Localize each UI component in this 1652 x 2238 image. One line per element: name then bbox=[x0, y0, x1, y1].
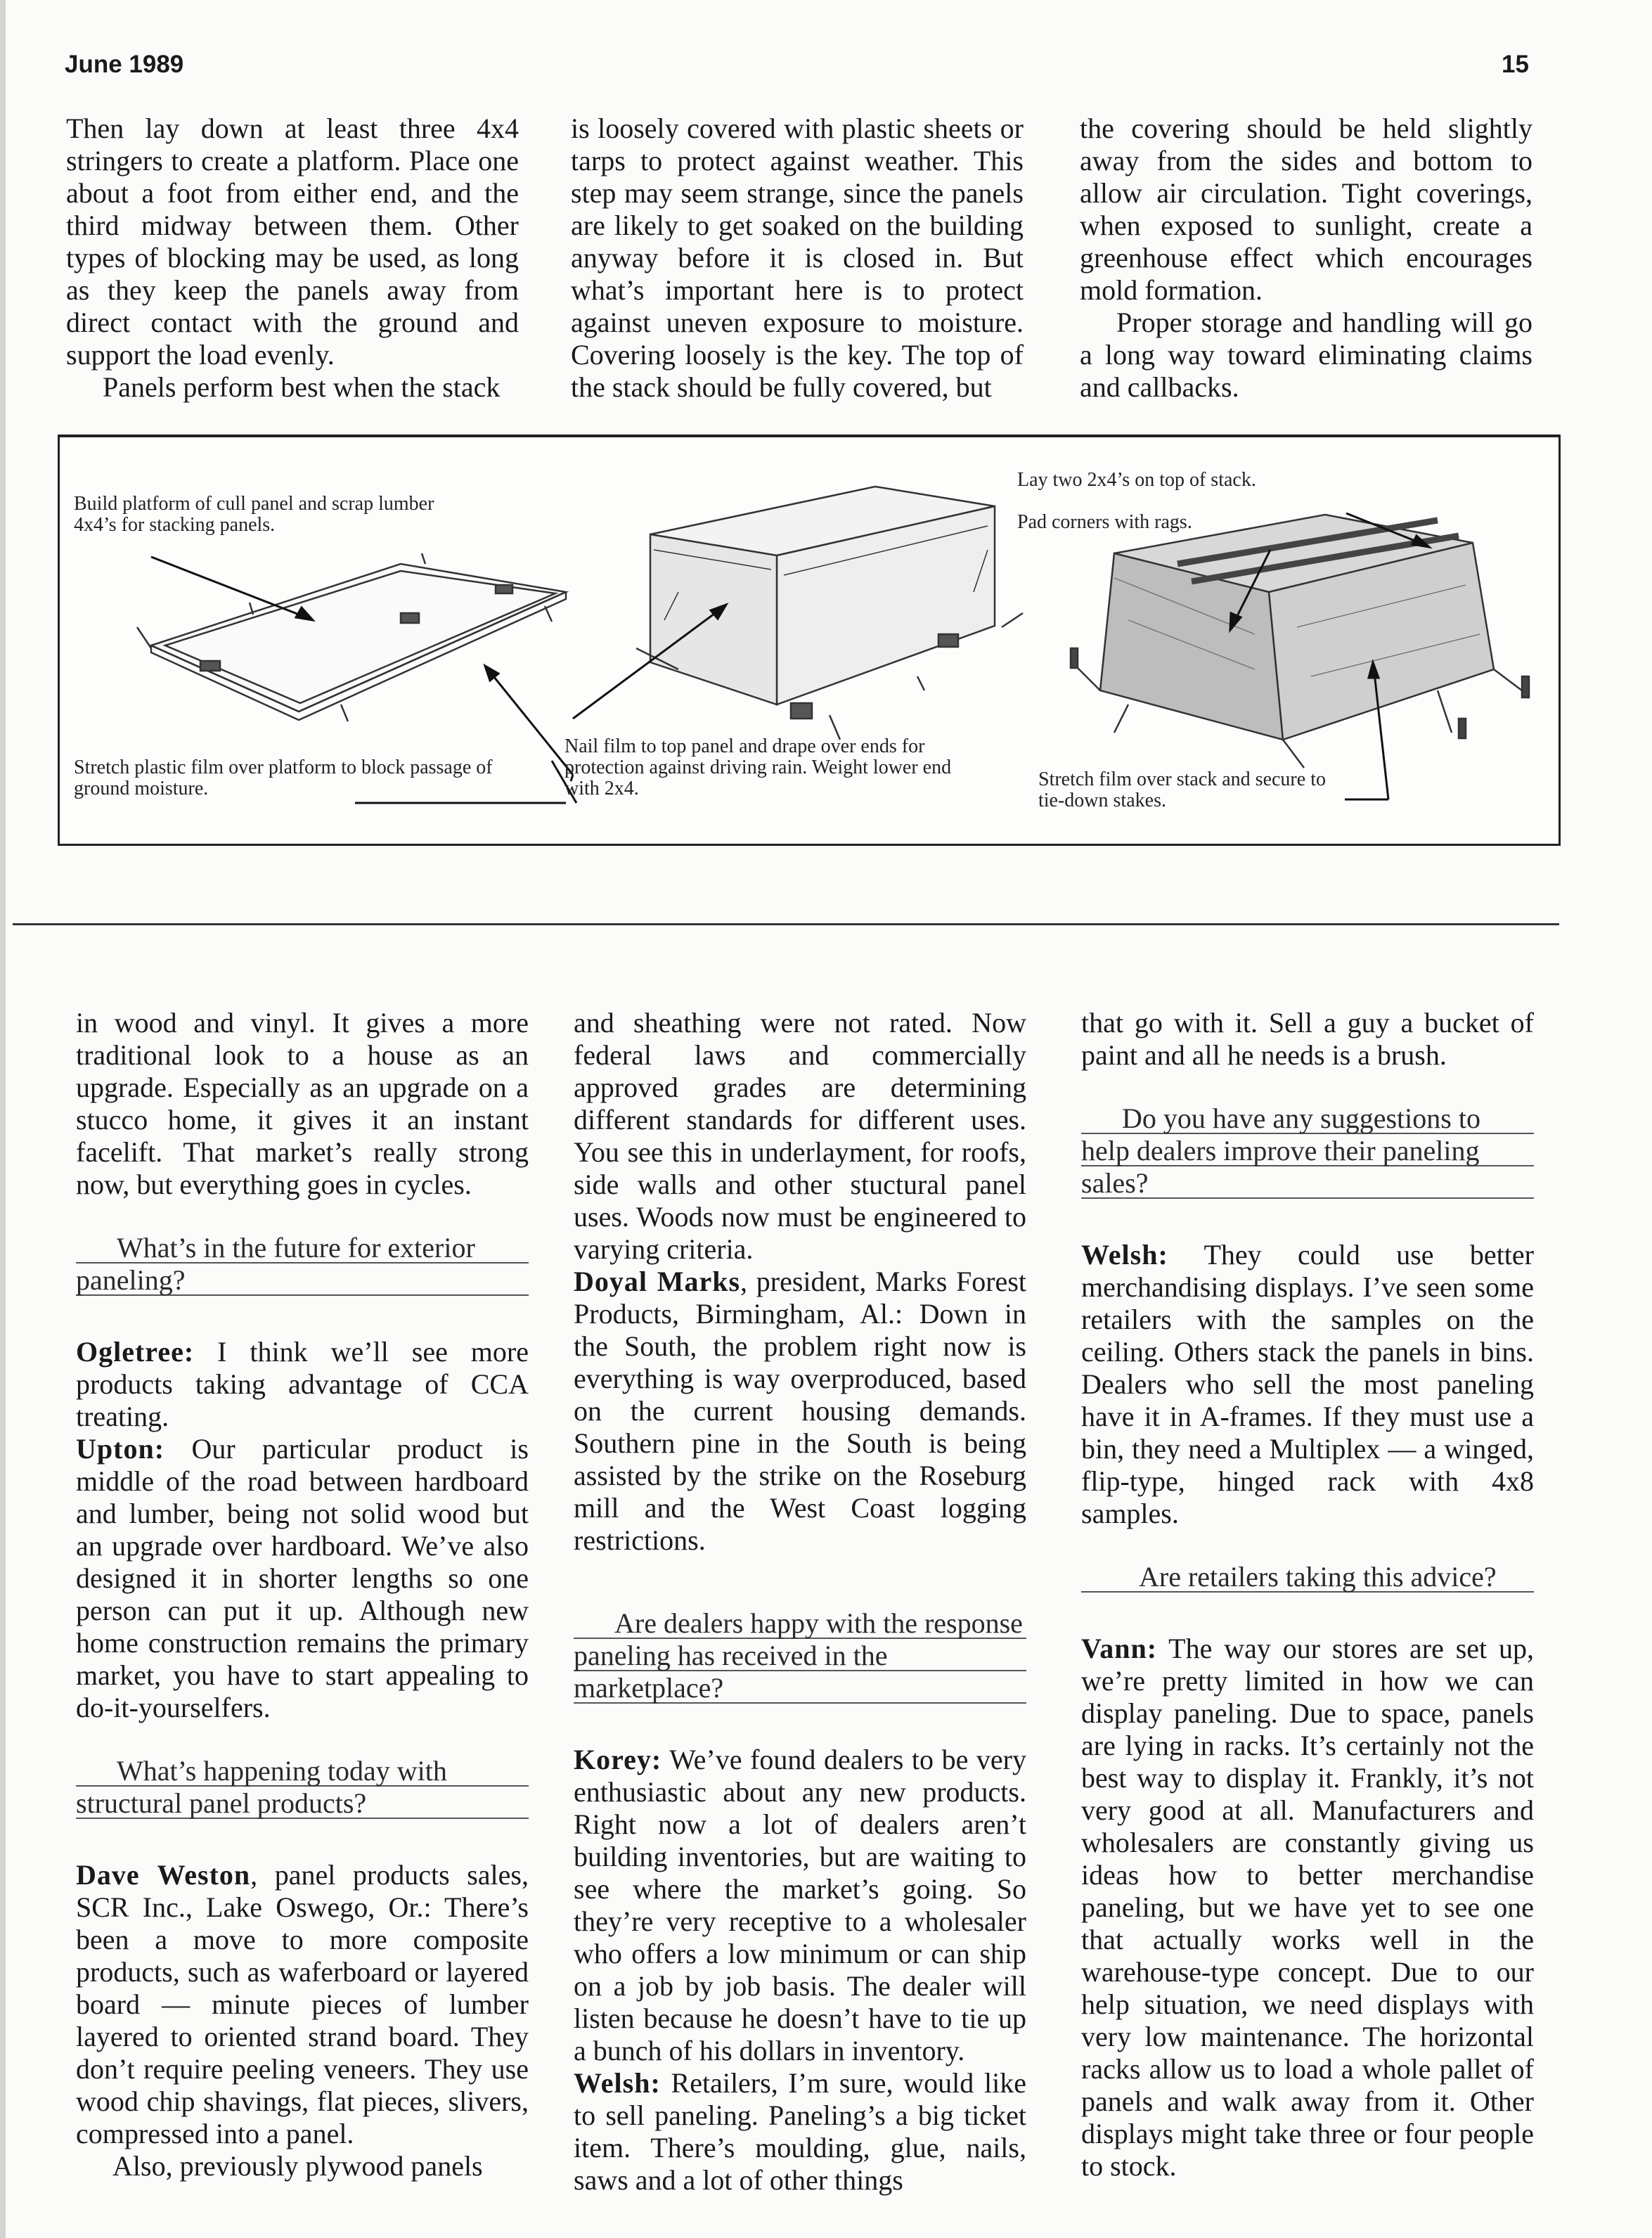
caption-lay-2x4: Lay two 2x4’s on top of stack. bbox=[1017, 469, 1256, 491]
answer-text: The way our stores are set up, we’re pretty limited in how we can display paneling. Due to space, panels are lying in racks. It’s certainly not the best way to display it. Frankly, it’s not very good at all. Manufacturers and wholesalers are constantly giving us ideas how to better merchandise paneling, but we have yet to see one that actually works well in the warehouse-type concept. Due to our help situation, we need displays with very low maintenance. The horizontal racks allow us to load a whole pallet of panels and walk away from it. Other displays might take three or four people to stock. bbox=[1081, 1633, 1534, 2182]
caption-build-platform: Build platform of cull panel and scrap lumber 4x4’s for stacking panels. bbox=[74, 493, 434, 536]
top-column-1 bbox=[66, 112, 519, 404]
caption-stretch-plastic: Stretch plastic film over platform to block passage of ground moisture. bbox=[74, 757, 493, 799]
speaker-name: Dave Weston bbox=[76, 1859, 251, 1891]
speaker-name: Doyal Marks bbox=[574, 1266, 741, 1297]
interview-question: Do you have any suggestions to help dealers improve their paneling sales? bbox=[1081, 1102, 1534, 1202]
answer-text: We’ve found dealers to be very enthusiastic about any new products. Right now a lot of dealers aren’t building inventories, but are waiting to see where the market’s going. So they’re very receptive to a wholesaler who offers a low minimum or can ship on a job by job basis. The dealer will listen because he doesn’t have to tie up a bunch of his dollars in inventory. bbox=[574, 1744, 1026, 2066]
interview-question: What’s in the future for exterior paneling? bbox=[76, 1232, 529, 1299]
speaker-name: Vann: bbox=[1081, 1633, 1158, 1664]
answer-upton bbox=[76, 1433, 529, 1724]
answer-vann bbox=[1081, 1633, 1534, 2182]
covered-stack-drawing bbox=[1071, 515, 1529, 768]
top-paragraph: Proper storage and handling will go a long way toward eliminating claims and callbacks. bbox=[1080, 307, 1532, 403]
caption-stretch-film: Stretch film over stack and secure to tie-down stakes. bbox=[1038, 768, 1326, 811]
answer-text: Retailers, I’m sure, would like to sell paneling. Paneling’s a big ticket item. There’s moulding, glue, nails, saws and a lot of other things bbox=[574, 2067, 1026, 2196]
page-number: 15 bbox=[1502, 51, 1529, 78]
article-paragraph: Also, previously plywood panels bbox=[112, 2150, 483, 2182]
article-column-2 bbox=[574, 1007, 1026, 2197]
page-binding-edge bbox=[0, 0, 6, 2238]
speaker-name: Welsh: bbox=[1081, 1239, 1168, 1271]
answer-welsh bbox=[1081, 1239, 1534, 1530]
top-column-2 bbox=[571, 112, 1024, 404]
answer-text: They could use better merchandising displays. I’ve seen some retailers with the samples on the ceiling. Others stack the panels in bins. Dealers who sell the most paneling have it in A-frames. If they must use a bin, they need a Multiplex — a winged, flip-type, hinged rack with 4x8 samples. bbox=[1081, 1239, 1534, 1529]
top-column-3 bbox=[1080, 112, 1532, 404]
caption-pad-corners: Pad corners with rags. bbox=[1017, 511, 1192, 533]
article-column-1 bbox=[76, 1007, 529, 2182]
interview-question: What’s happening today with structural panel products? bbox=[76, 1755, 529, 1822]
article-paragraph: that go with it. Sell a guy a bucket of paint and all he needs is a brush. bbox=[1081, 1007, 1534, 1071]
storage-illustration bbox=[58, 435, 1561, 846]
answer-welsh bbox=[574, 2067, 1026, 2197]
answer-text: , panel products sales, SCR Inc., Lake Oswego, Or.: There’s been a move to more composite products, such as waferboard or layered board — minute pieces of lumber layered to oriented strand board. They don’t require peeling veneers. They use wood chip shavings, flat pieces, slivers, compressed into a panel. bbox=[76, 1859, 529, 2149]
speaker-name: Korey: bbox=[574, 1744, 662, 1775]
speaker-name: Welsh: bbox=[574, 2067, 661, 2099]
speaker-name: Upton: bbox=[76, 1433, 165, 1465]
top-paragraph: the covering should be held slightly away from the sides and bottom to allow air circulation. Tight coverings, when exposed to sunlight, create a greenhouse effect which encourages mold formation. bbox=[1080, 112, 1532, 306]
answer-text: , president, Marks Forest Products, Birmingham, Al.: Down in the South, the problem right now is everything is way overproduced, based on the current housing demands. Southern pine in the South is being assisted by the strike on the Roseburg mill and the West Coast logging restrictions. bbox=[574, 1266, 1026, 1556]
top-paragraph: Panels perform best when the stack bbox=[103, 371, 501, 403]
top-paragraph: Then lay down at least three 4x4 stringers to create a platform. Place one about a foot from either end, and the third midway between them. Other types of blocking may be used, as long as they keep the panels away from direct contact with the ground and support the load evenly. bbox=[66, 112, 519, 371]
answer-marks bbox=[574, 1266, 1026, 1557]
answer-ogletree bbox=[76, 1336, 529, 1433]
speaker-name: Ogletree: bbox=[76, 1336, 195, 1368]
section-divider bbox=[13, 923, 1559, 925]
answer-text: I think we’ll see more products taking advantage of CCA treating. bbox=[76, 1336, 529, 1432]
answer-weston bbox=[76, 1859, 529, 2150]
article-column-3 bbox=[1081, 1007, 1534, 2182]
draped-stack-drawing bbox=[636, 487, 1023, 740]
interview-question: Are retailers taking this advice? bbox=[1081, 1561, 1534, 1596]
answer-korey bbox=[574, 1744, 1026, 2067]
issue-date: June 1989 bbox=[65, 51, 184, 78]
answer-text: Our particular product is middle of the road between hardboard and lumber, being not solid wood but an upgrade over hardboard. We’ve also designed it in shorter lengths so one person can put it up. Although new home construction remains the primary market, you have to start appealing to do-it-yourselfers. bbox=[76, 1433, 529, 1723]
platform-drawing bbox=[137, 553, 566, 721]
interview-question: Are dealers happy with the response paneling has received in the marketplace? bbox=[574, 1607, 1026, 1707]
top-paragraph: is loosely covered with plastic sheets or tarps to protect against weather. This step may seem strange, since the panels are likely to get soaked on the building anyway before it is closed in. But what’s important here is to protect against uneven exposure to moisture. Covering loosely is the key. The top of the stack should be fully covered, but bbox=[571, 112, 1024, 403]
article-paragraph: and sheathing were not rated. Now federal laws and commercially approved grades are determining different standards for different uses. You see this in underlayment, for roofs, side walls and other stuctural panel uses. Woods now must be engineered to varying criteria. bbox=[574, 1007, 1026, 1265]
article-paragraph: in wood and vinyl. It gives a more traditional look to a house as an upgrade. Especially as an upgrade on a stucco home, it gives it an instant facelift. That market’s really strong now, but everything goes in cycles. bbox=[76, 1007, 529, 1200]
caption-nail-film: Nail film to top panel and drape over ends for protection against driving rain. Weight lower end with 2x4. bbox=[564, 735, 952, 799]
